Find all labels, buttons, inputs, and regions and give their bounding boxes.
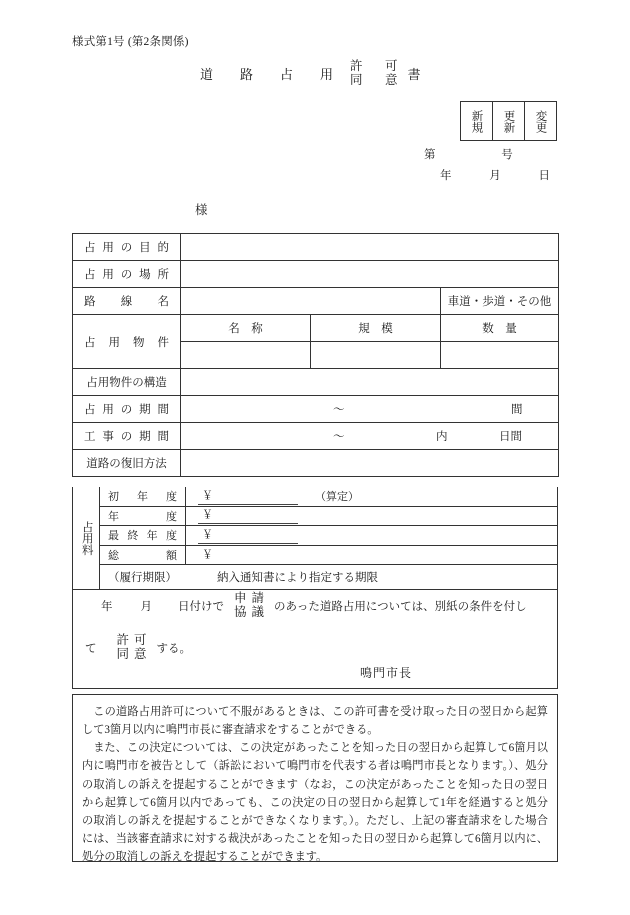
type-option-new[interactable] — [461, 102, 493, 140]
row-label-structure: 占用物件の構造 — [73, 369, 181, 396]
number-prefix: 第 — [424, 149, 436, 161]
table-row-occupancy-period — [73, 396, 559, 423]
fee-term-value: 納入通知書により指定する期限 — [217, 572, 378, 584]
fee-amount-final-year[interactable] — [186, 527, 298, 544]
fee-amount-first-year[interactable] — [186, 488, 298, 505]
works-period-tilde: 〜 — [333, 431, 345, 443]
row-value-occupancy-period[interactable] — [181, 396, 559, 423]
works-period-unit: 日間 — [499, 431, 522, 443]
row-value-route[interactable] — [181, 288, 441, 315]
fee-block-label-text: 占用料 — [80, 520, 93, 556]
fee-currency-final-year: ￥ — [202, 528, 213, 541]
appeal-notice-block — [72, 694, 558, 862]
decision-date-suffix: 日付けで — [178, 600, 224, 613]
decision-option-consultation: 協議 — [234, 604, 270, 619]
fee-row-final-year — [100, 526, 557, 546]
row-label-occupancy-period: 占用の期間 — [73, 396, 181, 423]
decision-result-consent: 同意 — [116, 646, 152, 661]
table-row-structure — [73, 369, 559, 396]
decision-line1-tail: のあった道路占用については、別紙の条件を付し — [274, 600, 527, 613]
decision-statement-block — [72, 576, 558, 689]
fee-term-label: （履行期限） — [108, 572, 177, 584]
decision-option-application: 申請 — [234, 591, 270, 605]
addressee-honorific: 様 — [195, 203, 208, 217]
occupancy-fee-block — [72, 487, 558, 590]
table-row-purpose — [73, 234, 559, 261]
type-option-renewal-label: 更新 — [502, 109, 515, 133]
fee-row-first-year — [100, 487, 557, 507]
fee-currency-year: ￥ — [202, 509, 213, 522]
fee-block-label — [73, 487, 100, 589]
decision-request-alternatives — [229, 592, 269, 619]
fee-name-first-year: 初年度 — [100, 487, 186, 506]
table-row-restoration — [73, 450, 559, 477]
decision-result-alternatives — [112, 634, 152, 661]
number-suffix: 号 — [501, 149, 513, 161]
decision-year-label: 年 — [101, 600, 113, 613]
title-prefix: 道 路 占 用 — [200, 67, 341, 82]
fee-rows — [100, 487, 557, 589]
appeal-notice-paragraph-1: この道路占用許可について不服があるときは、この許可書を受け取った日の翌日から起算して3箇月以内に鳴門市長に審査請求をすることができる。 — [82, 706, 548, 737]
type-option-renewal[interactable] — [493, 102, 525, 140]
fee-name-year: 年度 — [100, 507, 186, 526]
decision-line-2 — [85, 634, 191, 661]
subheader-scale: 規 模 — [311, 315, 441, 342]
decision-line2-head: て — [85, 642, 97, 655]
fee-name-total: 総額 — [100, 546, 186, 565]
fee-currency-first-year: ￥ — [202, 489, 213, 502]
subheader-name: 名 称 — [181, 315, 311, 342]
fee-row-total — [100, 546, 557, 566]
row-value-location[interactable] — [181, 261, 559, 288]
fee-amount-total[interactable] — [186, 547, 298, 563]
date-year-label: 年 — [440, 170, 452, 182]
row-note-road-type[interactable]: 車道・歩道・その他 — [441, 288, 559, 315]
row-label-restoration: 道路の復旧方法 — [73, 450, 181, 477]
row-label-location: 占用の場所 — [73, 261, 181, 288]
date-month-label: 月 — [489, 170, 501, 182]
fee-name-final-year: 最終年度 — [100, 526, 186, 545]
type-option-change[interactable] — [525, 102, 556, 140]
table-row-object-subheader — [73, 315, 559, 342]
decision-month-label: 月 — [140, 600, 152, 613]
fee-calculation-note: （算定） — [315, 491, 359, 504]
fee-row-year — [100, 507, 557, 527]
title-option-consent: 同 意 — [350, 72, 403, 87]
type-option-change-label: 変更 — [534, 109, 547, 133]
occupancy-period-tilde: 〜 — [333, 404, 345, 416]
table-row-location — [73, 261, 559, 288]
row-value-works-period[interactable] — [181, 423, 559, 450]
row-label-purpose: 占用の目的 — [73, 234, 181, 261]
document-number-line — [424, 146, 513, 162]
title-alternatives — [345, 60, 403, 87]
object-quantity-value[interactable] — [441, 342, 559, 369]
table-row-works-period — [73, 423, 559, 450]
document-date-line — [440, 167, 550, 183]
object-scale-value[interactable] — [311, 342, 441, 369]
subheader-quantity: 数 量 — [441, 315, 559, 342]
appeal-notice-paragraph-2: また、この決定については、この決定があったことを知った日の翌日から起算して6箇月以内に鳴門市を被告として（訴訟において鳴門市を代表する者は鳴門市長となります。）、処分の取消しの訴えを提起することができます（なお，この決定があったことを知った日の翌日から起算して6箇月以内であっても、この決定の日の翌日から起算して1年を経過すると処分の取消しの訴えを提起することができなくなります。）。ただし、上記の審査請求をした場合には、当該審査請求に対する裁決があったことを知った日の翌日から起算して6箇月以内に、処分の取消しの訴えを提起することができます。 — [82, 742, 548, 864]
title-suffix: 書 — [407, 67, 421, 82]
row-value-purpose[interactable] — [181, 234, 559, 261]
object-name-value[interactable] — [181, 342, 311, 369]
row-label-works-period: 工事の期間 — [73, 423, 181, 450]
row-value-structure[interactable] — [181, 369, 559, 396]
table-row-route — [73, 288, 559, 315]
application-type-box — [460, 101, 557, 141]
occupancy-details-table — [72, 233, 559, 477]
issuer-signature: 鳴門市長 — [360, 666, 413, 680]
occupancy-period-unit: 間 — [511, 404, 523, 416]
row-label-route: 路線名 — [73, 288, 181, 315]
fee-amount-year[interactable] — [186, 507, 298, 524]
title-option-permit: 許 可 — [350, 59, 403, 73]
row-label-object: 占用物件 — [73, 315, 181, 369]
fee-currency-total: ￥ — [202, 548, 213, 561]
document-title — [200, 60, 421, 87]
date-day-label: 日 — [538, 170, 550, 182]
decision-line-1 — [101, 592, 527, 619]
row-value-restoration[interactable] — [181, 450, 559, 477]
decision-line2-tail: する。 — [156, 642, 192, 655]
decision-result-permit: 許可 — [116, 633, 152, 647]
works-period-within: 内 — [436, 431, 448, 443]
type-option-new-label: 新規 — [470, 109, 483, 133]
form-number: 様式第1号 (第2条関係) — [72, 36, 189, 48]
